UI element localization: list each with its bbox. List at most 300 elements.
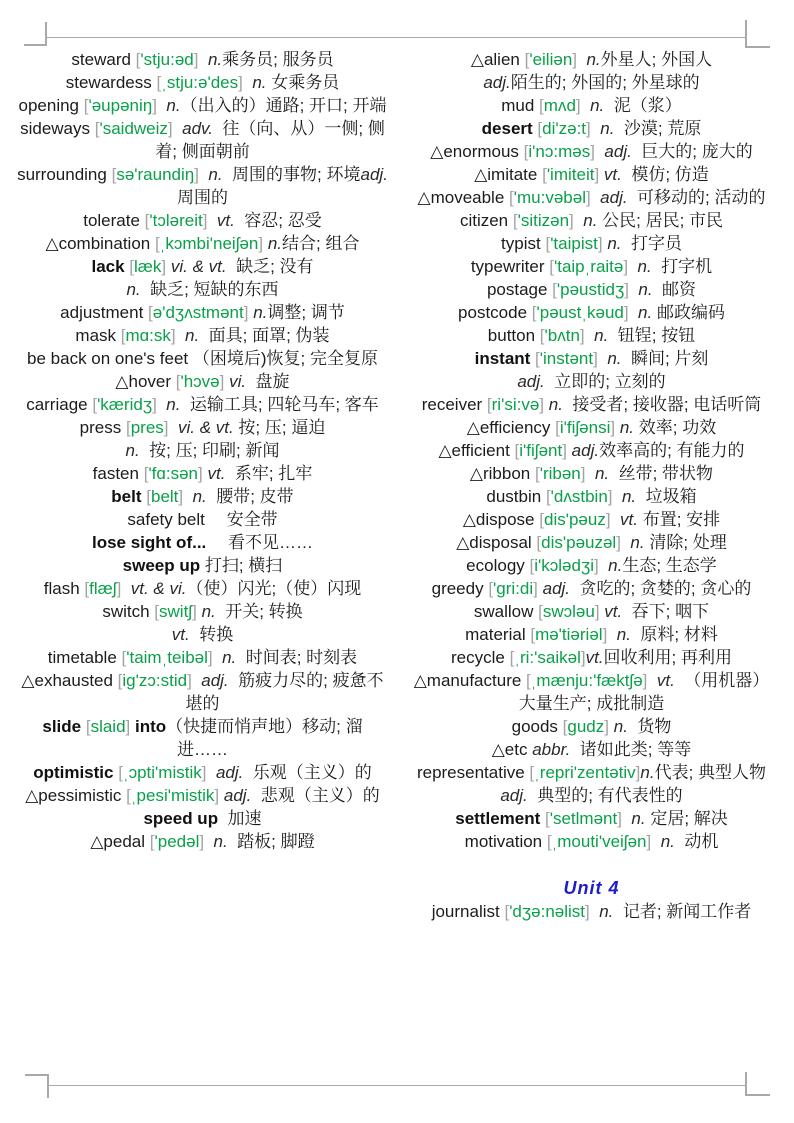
phonetic-bracket-icon: [	[92, 395, 98, 414]
phonetic-text: mʌd	[543, 96, 576, 115]
phonetic-bracket-icon: ]	[562, 441, 567, 460]
vocab-entry	[17, 646, 388, 669]
vocab-entry	[17, 508, 388, 531]
pos-label: vt.	[585, 648, 604, 667]
definition-text: motivation	[464, 832, 547, 851]
phonetic-bracket-icon: [	[542, 165, 547, 184]
definition-text: mud	[501, 96, 540, 115]
definition-text: stewardess	[65, 73, 157, 92]
definition-text: be back on one's feet （困境后)恢复; 完全复原	[27, 349, 378, 368]
entry-line	[17, 209, 388, 232]
pos-label: vt.	[604, 602, 623, 621]
vocab-entry	[17, 531, 388, 554]
phonetic-bracket-icon: [	[529, 763, 535, 782]
vocab-entry	[17, 232, 388, 255]
right-column	[406, 48, 777, 923]
phonetic-text: 'pəustˌkəud	[536, 303, 624, 322]
definition-text	[629, 303, 638, 322]
definition-text: 调整; 调节	[267, 303, 345, 322]
vocab-entry	[406, 117, 777, 140]
definition-text: swallow	[473, 602, 539, 621]
phonetic-bracket-icon: ]	[579, 326, 585, 345]
vocab-entry	[406, 508, 777, 531]
definition-text: 回收利用; 再利用	[603, 648, 732, 667]
phonetic-bracket-icon: ]	[219, 372, 225, 391]
definition-text: 清除; 处理	[644, 533, 727, 552]
pos-label: n.	[583, 211, 598, 230]
entry-line	[406, 600, 777, 623]
entry-line	[17, 508, 388, 531]
phonetic-bracket-icon: [	[504, 902, 510, 921]
headword-bold: belt	[111, 487, 147, 506]
phonetic-bracket-icon: [	[512, 211, 518, 230]
phonetic-text: ə'dʒʌstmənt	[152, 303, 244, 322]
vocab-entry	[406, 416, 777, 439]
vocab-entry	[406, 715, 777, 738]
headword-bold: lose sight of...	[91, 533, 228, 552]
definition-text: mask	[75, 326, 121, 345]
definition-text: 原料; 材料	[630, 625, 718, 644]
phonetic-bracket-icon: [	[545, 234, 551, 253]
phonetic-text: 'dʌstbin	[550, 487, 608, 506]
entry-line	[17, 439, 388, 462]
entry-line	[406, 324, 777, 347]
vocab-entry	[406, 485, 777, 508]
definition-text: 效率高的; 有能力的	[599, 441, 745, 460]
definition-text: 垃圾箱	[636, 487, 697, 506]
entry-line	[406, 163, 777, 186]
vocab-entry	[17, 209, 388, 232]
pos-label: n.	[608, 556, 623, 575]
entry-line	[17, 784, 388, 807]
vocab-entry	[17, 347, 388, 370]
phonetic-bracket-icon: [	[509, 188, 514, 207]
vocab-entry	[406, 554, 777, 577]
entry-line	[406, 301, 777, 324]
entry-line	[17, 370, 388, 393]
pos-label: n.	[630, 533, 645, 552]
phonetic-text: 'hɔvə	[180, 372, 220, 391]
phonetic-text: 'instənt	[539, 349, 594, 368]
phonetic-text: læk	[134, 257, 162, 276]
definition-text: △manufacture	[413, 671, 527, 690]
pos-label: adj.	[201, 671, 229, 690]
definition-text	[628, 257, 637, 276]
definition-text: 贪吃的; 贪婪的; 贪心的	[570, 579, 752, 598]
definition-text: adjustment	[60, 303, 149, 322]
vocab-entry	[17, 48, 388, 71]
phonetic-bracket-icon: [	[545, 487, 551, 506]
definition-text: 生态; 生态学	[622, 556, 717, 575]
pos-label: n.	[613, 717, 628, 736]
definition-text	[157, 96, 166, 115]
phonetic-bracket-icon: [	[149, 832, 155, 851]
pos-label: n.	[590, 96, 605, 115]
phonetic-text: 'kæridʒ	[97, 395, 153, 414]
phonetic-text: i'kɔlədʒi	[534, 556, 594, 575]
headword-bold: settlement	[455, 809, 545, 828]
crop-mark-bottom-left-vertical	[47, 1074, 49, 1098]
phonetic-text: 'dʒə:nəlist	[509, 902, 586, 921]
phonetic-bracket-icon: ]	[194, 165, 199, 184]
vocab-entry	[17, 462, 388, 485]
pos-label: n.	[126, 280, 141, 299]
pos-label: n.	[638, 303, 653, 322]
pos-label: n.	[192, 487, 207, 506]
vocab-entry	[17, 163, 398, 209]
definition-text: 时间表; 时刻表	[236, 648, 358, 667]
definition-text: 系牢; 扎牢	[225, 464, 313, 483]
definition-text	[169, 418, 178, 437]
phonetic-bracket-icon: [	[555, 418, 560, 437]
pos-label: vt.	[603, 165, 622, 184]
definition-text	[647, 671, 656, 690]
definition-text: 外星人; 外国人	[600, 50, 713, 69]
phonetic-text: 'eiliən	[529, 50, 573, 69]
definition-text: 货物	[627, 717, 672, 736]
headword-bold: desert	[481, 119, 538, 138]
phonetic-bracket-icon: [	[539, 96, 544, 115]
definition-text: 踏板; 脚蹬	[227, 832, 315, 851]
pos-label: n.	[222, 648, 237, 667]
phonetic-text: 'taipist	[550, 234, 598, 253]
definition-text: button	[487, 326, 540, 345]
phonetic-bracket-icon: [	[148, 303, 153, 322]
phonetic-bracket-icon: [	[530, 625, 536, 644]
definition-text: 丝带; 带状物	[609, 464, 714, 483]
vocab-entry	[17, 577, 388, 600]
phonetic-text: ˌmouti'veiʃən	[551, 832, 647, 851]
unit-heading: Unit 4	[563, 878, 620, 898]
definition-text: sideways	[20, 119, 95, 138]
definition-text	[574, 211, 583, 230]
pos-label: n.	[607, 234, 622, 253]
definition-text	[183, 487, 192, 506]
vocab-entry	[17, 324, 388, 347]
entry-line	[17, 554, 388, 577]
entry-line	[406, 531, 777, 554]
definition-text	[585, 326, 594, 345]
phonetic-text: ri'si:və	[491, 395, 540, 414]
vocab-entry	[406, 301, 777, 324]
phonetic-bracket-icon: [	[125, 418, 131, 437]
entry-line	[17, 669, 388, 715]
pos-label: n.	[660, 832, 675, 851]
definition-text	[581, 96, 590, 115]
definition-text: ecology	[466, 556, 530, 575]
definition-text	[613, 487, 622, 506]
vocab-entry	[17, 255, 388, 301]
phonetic-text: ˌri:'saikəl	[514, 648, 581, 667]
definition-text: 布置; 安排	[637, 510, 721, 529]
definition-text: 钮锃; 按钮	[608, 326, 696, 345]
definition-text: △efficiency	[466, 418, 556, 437]
definition-text: 陌生的; 外国的; 外星球的	[510, 73, 700, 92]
definition-text: 泥（浆）	[604, 96, 682, 115]
definition-text: receiver	[421, 395, 487, 414]
definition-text: 记者; 新闻工作者	[613, 902, 752, 921]
definition-text	[199, 165, 208, 184]
phonetic-bracket-icon: ]	[167, 119, 173, 138]
phonetic-bracket-icon: [	[537, 119, 543, 138]
phonetic-bracket-icon: ]	[170, 326, 176, 345]
entry-line	[406, 94, 777, 117]
phonetic-text: 'gri:di	[493, 579, 534, 598]
pos-label: n.	[638, 280, 653, 299]
phonetic-bracket-icon: [	[524, 50, 530, 69]
pos-label: n.	[594, 464, 610, 483]
vocab-entry	[17, 554, 388, 577]
pos-label: n.	[253, 303, 268, 322]
definition-text: △hover	[115, 372, 176, 391]
pos-label: vt.	[216, 211, 235, 230]
definition-text	[651, 832, 660, 851]
definition-text	[204, 832, 213, 851]
phonetic-bracket-icon: ]	[623, 303, 629, 322]
phonetic-text: swɔləu	[542, 602, 595, 621]
phonetic-bracket-icon: [	[111, 165, 117, 184]
margin-rule-top	[46, 37, 745, 38]
phonetic-bracket-icon: ]	[572, 50, 578, 69]
phonetic-bracket-icon: [	[121, 648, 127, 667]
vocab-entry	[406, 462, 777, 485]
definition-text	[173, 119, 182, 138]
definition-text: （使）闪光;（使）闪现	[186, 579, 362, 598]
phonetic-bracket-icon: [	[84, 579, 90, 598]
pos-label: n.	[640, 763, 655, 782]
phonetic-text: 'bʌtn	[544, 326, 580, 345]
entry-line	[17, 646, 388, 669]
definition-text: postage	[486, 280, 553, 299]
vocab-entry	[17, 807, 388, 830]
definition-text: representative	[416, 763, 530, 782]
phonetic-bracket-icon: [	[552, 280, 557, 299]
definition-text: 筋疲力尽的; 疲惫不堪的	[185, 671, 384, 713]
pos-label: vi.	[229, 372, 247, 391]
definition-text: △alien	[470, 50, 525, 69]
definition-text	[207, 211, 216, 230]
entry-line	[17, 232, 388, 255]
phonetic-text: 'sitizən	[517, 211, 570, 230]
crop-mark-top-right-vertical	[745, 20, 747, 48]
entry-line	[17, 577, 388, 600]
pos-label: n.	[621, 487, 637, 506]
vocab-entry	[406, 393, 777, 416]
headword-bold: lack	[91, 257, 130, 276]
definition-text	[590, 902, 599, 921]
pos-label: n.	[599, 902, 614, 921]
definition-text: journalist	[431, 902, 505, 921]
left-column	[17, 48, 398, 923]
vocab-entry	[406, 140, 777, 163]
phonetic-bracket-icon: ]	[580, 464, 586, 483]
phonetic-text: sə'raundiŋ	[116, 165, 195, 184]
phonetic-bracket-icon: [	[536, 533, 542, 552]
phonetic-text: 'setlmənt	[549, 809, 618, 828]
vocab-entry	[17, 416, 388, 462]
phonetic-bracket-icon: [	[120, 326, 126, 345]
definition-text: △efficient	[438, 441, 515, 460]
definition-text: （用机器）大量生产; 成批制造	[518, 671, 770, 713]
definition-text: 往（向、从）一侧; 侧着; 侧面朝前	[155, 119, 385, 161]
phonetic-bracket-icon: [	[175, 372, 181, 391]
headword-bold: slide	[42, 717, 86, 736]
entry-line	[406, 439, 777, 462]
phonetic-bracket-icon: [	[118, 763, 123, 782]
definition-text: timetable	[47, 648, 122, 667]
pos-label: vt.	[656, 671, 675, 690]
phonetic-text: i'fiʃənsi	[559, 418, 611, 437]
pos-label: n.	[213, 832, 228, 851]
entry-line	[406, 554, 777, 577]
entry-line	[406, 347, 777, 370]
phonetic-bracket-icon: [	[523, 142, 529, 161]
headword-bold: sweep up	[122, 556, 205, 575]
phonetic-bracket-icon: ]	[125, 717, 131, 736]
entry-line	[406, 232, 777, 255]
phonetic-bracket-icon: ]	[214, 786, 220, 805]
phonetic-bracket-icon: ]	[602, 625, 608, 644]
phonetic-bracket-icon: [	[562, 717, 568, 736]
phonetic-text: belt	[150, 487, 179, 506]
entry-line	[406, 255, 777, 278]
entry-line	[17, 600, 388, 623]
definition-text	[121, 579, 130, 598]
phonetic-text: di'zə:t	[542, 119, 587, 138]
definition-text	[157, 395, 166, 414]
phonetic-bracket-icon: ]	[646, 832, 652, 851]
definition-text: 典型的; 有代表性的	[527, 786, 683, 805]
vocab-entry	[406, 761, 777, 807]
entry-line	[17, 761, 388, 784]
phonetic-bracket-icon: [	[531, 303, 537, 322]
definition-text	[176, 326, 185, 345]
entry-line	[17, 301, 388, 324]
definition-text: 缺乏; 没有	[226, 257, 314, 276]
phonetic-bracket-icon: [	[526, 671, 531, 690]
phonetic-bracket-icon: [	[539, 510, 544, 529]
entry-line	[406, 646, 777, 669]
vocab-entry	[17, 393, 388, 416]
phonetic-bracket-icon: ]	[580, 648, 586, 667]
definition-text: 转换	[189, 625, 234, 644]
phonetic-bracket-icon: [	[549, 257, 554, 276]
phonetic-bracket-icon: ]	[258, 234, 264, 253]
definition-text	[243, 73, 252, 92]
phonetic-bracket-icon: [	[154, 602, 160, 621]
phonetic-bracket-icon: [	[146, 487, 151, 506]
definition-text	[629, 280, 638, 299]
definition-text: 可移动的; 活动的	[627, 188, 766, 207]
entry-line	[406, 761, 777, 807]
phonetic-bracket-icon: ]	[586, 119, 591, 138]
phonetic-text: dis'pəuz	[543, 510, 606, 529]
definition-text: 公民; 居民; 市民	[597, 211, 724, 230]
vocab-entry	[406, 738, 777, 761]
phonetic-bracket-icon: [	[539, 326, 545, 345]
phonetic-bracket-icon: ]	[616, 533, 621, 552]
phonetic-bracket-icon: ]	[116, 579, 122, 598]
definition-text: surrounding	[17, 165, 112, 184]
definition-text: 结合; 组合	[282, 234, 360, 253]
crop-mark-bottom-left-horizontal	[25, 1074, 48, 1076]
pos-label: adj.	[500, 786, 528, 805]
phonetic-bracket-icon: ]	[605, 510, 611, 529]
vocab-entry	[406, 807, 777, 830]
pos-label: n.	[637, 257, 652, 276]
phonetic-bracket-icon: ]	[575, 96, 581, 115]
pos-label: n.	[600, 119, 615, 138]
definition-text	[595, 142, 604, 161]
definition-text	[607, 625, 616, 644]
phonetic-bracket-icon: [	[129, 257, 135, 276]
vocab-entry	[406, 48, 777, 94]
phonetic-bracket-icon: ]	[624, 280, 629, 299]
definition-text: 接受者; 接收器; 电话听筒	[562, 395, 762, 414]
definition-text: △moveable	[417, 188, 510, 207]
pos-label: vt.	[171, 625, 190, 644]
phonetic-bracket-icon: ]	[597, 234, 603, 253]
definition-text	[206, 763, 215, 782]
entry-line	[17, 715, 388, 761]
pos-label: vi. & vt.	[177, 418, 234, 437]
crop-mark-bottom-right-vertical	[745, 1072, 747, 1096]
phonetic-bracket-icon: ]	[187, 671, 192, 690]
phonetic-bracket-icon: ]	[199, 832, 205, 851]
entry-line	[17, 94, 388, 117]
headword-bold: into	[135, 717, 167, 736]
entry-line	[406, 140, 777, 163]
definition-text: tolerate	[83, 211, 145, 230]
vocab-entry	[17, 301, 388, 324]
definition-text	[591, 119, 600, 138]
entry-line	[406, 485, 777, 508]
phonetic-bracket-icon: ]	[163, 418, 169, 437]
definition-text: 盘旋	[246, 372, 290, 391]
phonetic-bracket-icon: [	[535, 349, 540, 368]
definition-text: △enormous	[430, 142, 524, 161]
pos-label: vt. & vi.	[130, 579, 187, 598]
pos-label: n.	[166, 395, 181, 414]
definition-text: 效率; 功效	[634, 418, 717, 437]
entry-line	[406, 623, 777, 646]
phonetic-bracket-icon: [	[126, 786, 131, 805]
phonetic-text: i'fiʃənt	[519, 441, 563, 460]
phonetic-text: flæʃ	[89, 579, 117, 598]
entry-line	[406, 577, 777, 600]
definition-text: 代表; 典型人物	[654, 763, 767, 782]
definition-text: 按; 压; 逼迫	[233, 418, 326, 437]
pos-label: adj.	[223, 786, 252, 805]
phonetic-bracket-icon: ]	[593, 556, 599, 575]
definition-text: 周围的事物; 环境	[222, 165, 361, 184]
pos-label: adj.	[542, 579, 571, 598]
phonetic-bracket-icon: ]	[607, 487, 613, 506]
definition-text: △etc	[491, 740, 533, 759]
phonetic-text: ˌrepri'zentətiv	[534, 763, 636, 782]
vocab-entry	[406, 669, 777, 715]
definition-text: press	[79, 418, 126, 437]
entry-line	[406, 278, 777, 301]
definition-text: 腰带; 皮带	[206, 487, 294, 506]
entry-line	[17, 324, 388, 347]
vocab-entry	[406, 94, 777, 117]
entry-line	[17, 485, 388, 508]
definition-text: postcode	[458, 303, 532, 322]
vocab-entry	[406, 830, 777, 853]
pos-label: n.	[594, 326, 609, 345]
entry-line	[17, 830, 388, 853]
